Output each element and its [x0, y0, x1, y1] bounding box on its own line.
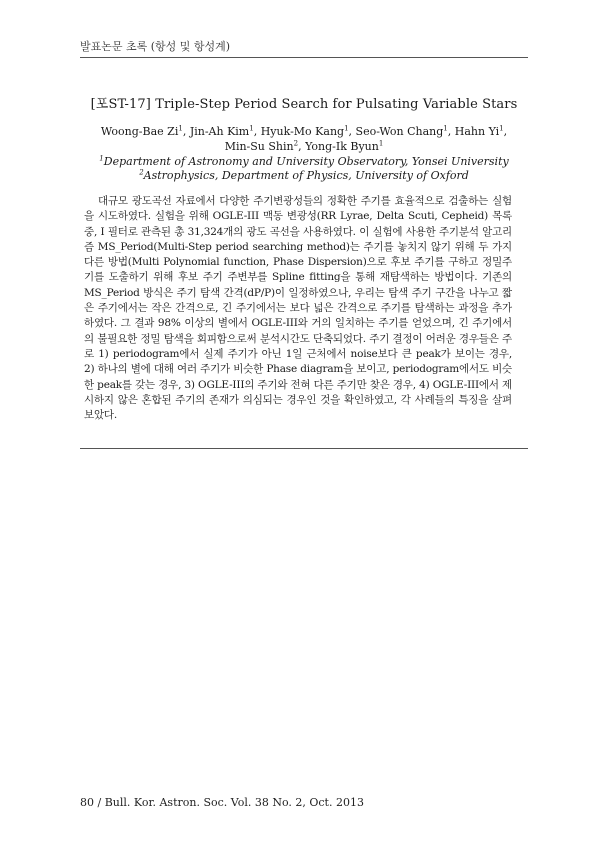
- author-separator: ,: [298, 140, 306, 153]
- author-name: Seo-Won Chang: [355, 125, 444, 138]
- author-affiliation-mark: 1: [443, 124, 448, 133]
- author-affiliation-mark: 1: [499, 124, 504, 133]
- affiliation-text: Astrophysics, Department of Physics, University of Oxford: [143, 169, 469, 182]
- author-separator: ,: [182, 125, 190, 138]
- page-footer: 80 / Bull. Kor. Astron. Soc. Vol. 38 No. 2, Oct. 2013: [80, 796, 364, 809]
- affiliation-2: [80, 169, 528, 183]
- abstract-divider: [80, 448, 528, 449]
- affiliation-number: 2: [139, 168, 144, 177]
- author-line-1: [80, 124, 528, 139]
- author-list: [80, 124, 528, 154]
- affiliation-list: [80, 155, 528, 183]
- paper-title: [포ST-17] Triple-Step Period Search for Pulsating Variable Stars: [90, 97, 518, 112]
- author-line-2: [80, 139, 528, 154]
- running-header: 발표논문 초록 (항성 및 항성계): [80, 40, 231, 53]
- author-name: Hyuk-Mo Kang: [260, 125, 345, 138]
- author-name: Min-Su Shin: [224, 140, 294, 153]
- author-affiliation-mark: 1: [344, 124, 349, 133]
- affiliation-text: Department of Astronomy and University Observatory, Yonsei University: [103, 155, 509, 168]
- affiliation-1: [80, 155, 528, 169]
- author-separator: ,: [253, 125, 261, 138]
- author-affiliation-mark: 1: [178, 124, 183, 133]
- author-name: Woong-Bae Zi: [100, 125, 179, 138]
- author-affiliation-mark: 2: [293, 139, 299, 148]
- abstract-body: 대규모 광도곡선 자료에서 다양한 주기변광성들의 정확한 주기를 효율적으로 검출하는 실험을 시도하였다. 실험을 위해 OGLE-III 맥동 변광성(RR Lyrae, Delta Scuti, Cepheid) 목록 중, I 필터로 관측된 총 31,324개의 광도 곡선을 사용하였다. 이 실험에 사용한 주기분석 알고리즘 MS_Period(Multi-Step period searching method)는 주기를 놓치지 않기 위해 두 가지 다른 방법(Multi Polynomial function, Phase Dispersion)으로 후보 주기를 구하고 정밀주기를 도출하기 위해 후보 주기 주변부를 Spline fitting을 통해 재탐색하는 방법이다. 기존의 MS_Period 방식은 주기 탐색 간격(dP/P)이 일정하였으나, 우리는 탐색 주기 구간을 나누고 짧은 주기에서는 작은 간격으로, 긴 주기에서는 보다 넓은 간격으로 주기를 탐색하는 과정을 추가하였다. 그 결과 98% 이상의 별에서 OGLE-III와 거의 일치하는 주기를 얻었으며, 긴 주기에서의 불필요한 정밀 탐색을 회피함으로써 분석시간도 단축되었다. 주기 결정이 어려운 경우들은 주로 1) periodogram에서 실제 주기가 아닌 1일 근처에서 noise보다 큰 peak가 보이는 경우, 2) 하나의 별에 대해 여러 주기가 비슷한 Phase diagram을 보이고, periodogram에서도 비슷한 peak를 갖는 경우, 3) OGLE-III의 주기와 전혀 다른 주기만 찾은 경우, 4) OGLE-III에서 제시하지 않은 혼합된 주기의 존재가 의심되는 경우인 것을 확인하였고, 각 사례들의 특징을 살펴보았다.: [84, 195, 512, 422]
- author-name: Hahn Yi: [454, 125, 500, 138]
- author-separator: ,: [447, 125, 455, 138]
- affiliation-number: 1: [99, 154, 104, 163]
- author-name: Jin-Ah Kim: [189, 125, 250, 138]
- header-divider: [80, 57, 528, 58]
- author-affiliation-mark: 1: [378, 139, 384, 148]
- author-separator: ,: [348, 125, 356, 138]
- author-name: Yong-Ik Byun: [305, 140, 379, 153]
- author-separator: ,: [503, 125, 508, 138]
- author-affiliation-mark: 1: [249, 124, 254, 133]
